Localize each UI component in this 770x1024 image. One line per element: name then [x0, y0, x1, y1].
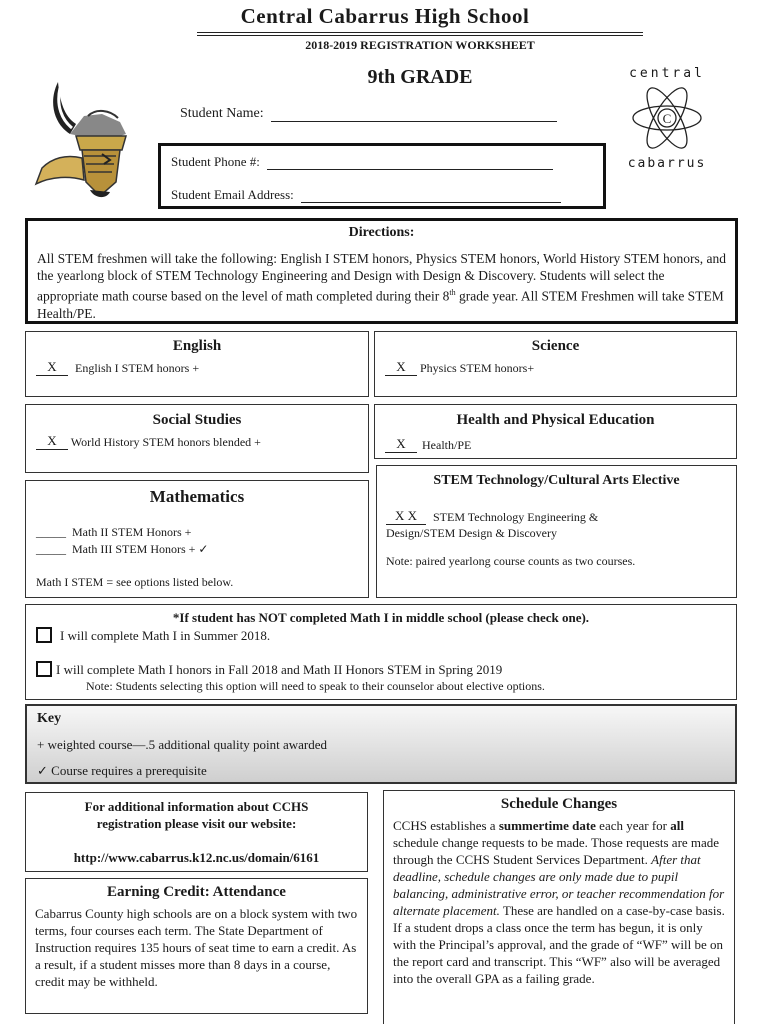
- math-option2: Math III STEM Honors + ✓: [72, 542, 209, 556]
- credit-text: Cabarrus County high schools are on a block system with two terms, four courses each term. The State Department of Instruction requires 135 hours of seat time to earn a credit. As a result, if a student misses more than 8 days in a course, credit may be withheld.: [35, 906, 358, 989]
- school-name: Central Cabarrus High School: [240, 4, 530, 28]
- key-item-prerequisite: ✓ Course requires a prerequisite: [37, 763, 207, 778]
- health-course: Health/PE: [422, 438, 472, 452]
- phone-label: Student Phone #:: [171, 154, 260, 169]
- phone-field[interactable]: [267, 156, 553, 170]
- math-option1-row: [36, 525, 191, 540]
- mathematics-title: Mathematics: [149, 487, 245, 506]
- fall-math-checkbox[interactable]: [36, 661, 52, 677]
- science-box: [374, 331, 737, 397]
- science-check[interactable]: X: [385, 359, 417, 376]
- student-name-row: [180, 106, 557, 122]
- social-course-row: [36, 433, 261, 450]
- health-course-row: [385, 436, 471, 453]
- math1-options-title: *If student has NOT completed Math I in middle school (please check one).: [172, 610, 590, 625]
- viking-mascot-logo: [30, 72, 150, 202]
- info-line1: For additional information about CCHS: [84, 799, 309, 814]
- social-check[interactable]: X: [36, 433, 68, 450]
- directions-title: Directions:: [348, 225, 415, 240]
- key-title: Key: [37, 711, 62, 726]
- math1-option1: I will complete Math I in Summer 2018.: [60, 628, 271, 643]
- key-box: [25, 704, 737, 784]
- contact-box: [158, 143, 606, 209]
- science-course-row: [385, 359, 534, 376]
- info-line2: registration please visit our website:: [96, 816, 297, 831]
- summer-math-checkbox[interactable]: [36, 627, 52, 643]
- schedule-text: CCHS establishes a summertime date each year for all schedule change requests to be made. Those requests are made through the CCHS Student Services Department. After that deadline, schedule changes are only made due to pupil balancing, administrative error, or teacher recommendation for alternate placement. These are handled on a case-by-case basis. If a student drops a class once the term has begun, it is only with the Principal’s approval, and the grade of “WF” will be on the report card and transcript. This “WF” also will be averaged into the overall GPA as a failing grade.: [393, 818, 725, 986]
- english-course: English I STEM honors +: [75, 361, 200, 375]
- directions-box: [25, 218, 738, 324]
- science-course: Physics STEM honors+: [420, 361, 535, 375]
- english-title: English: [172, 338, 222, 354]
- email-row: [171, 187, 561, 203]
- math-option1: Math II STEM Honors +: [72, 525, 192, 539]
- elective-course-line1: STEM Technology Engineering &: [433, 510, 599, 524]
- mathematics-box: [25, 480, 369, 598]
- elective-course-row: [386, 508, 598, 541]
- english-box: [25, 331, 369, 397]
- english-course-row: [36, 359, 199, 376]
- health-check[interactable]: X: [385, 436, 417, 453]
- logo-bottom-text: cabarrus: [627, 156, 707, 171]
- health-box: [374, 404, 737, 459]
- credit-title: Earning Credit: Attendance: [107, 884, 286, 900]
- science-title: Science: [531, 338, 580, 354]
- elective-note: Note: paired yearlong course counts as two courses.: [386, 554, 636, 568]
- student-name-field[interactable]: [271, 107, 557, 122]
- health-title: Health and Physical Education: [456, 412, 655, 428]
- english-check[interactable]: X: [36, 359, 68, 376]
- credit-box: [25, 878, 368, 1014]
- logo-center-letter: C: [662, 111, 672, 126]
- info-box: [25, 792, 368, 872]
- social-studies-title: Social Studies: [152, 412, 242, 428]
- elective-title: STEM Technology/Cultural Arts Elective: [433, 473, 680, 488]
- math-option2-row: [36, 542, 208, 557]
- header-rule: [197, 32, 643, 36]
- central-cabarrus-logo: [612, 66, 722, 176]
- logo-top-text: central: [629, 66, 705, 81]
- directions-text: All STEM freshmen will take the following: English I STEM honors, Physics STEM honors, World History STEM honors, and the yearlong block of STEM Technology Engineering and Design with Design & Discovery. Students will select the appropriate math course based on the level of math completed during their 8th grade year. All STEM Freshmen will take STEM Health/PE.: [37, 251, 727, 321]
- elective-check[interactable]: X X: [386, 508, 426, 525]
- math-option2-check[interactable]: _____: [36, 542, 66, 556]
- math1-options-box: [25, 604, 737, 700]
- elective-course-line2: Design/STEM Design & Discovery: [386, 526, 557, 540]
- worksheet-title: 2018-2019 REGISTRATION WORKSHEET: [305, 38, 535, 52]
- schedule-box: [383, 790, 735, 1024]
- social-course: World History STEM honors blended +: [70, 435, 261, 449]
- math-option1-check[interactable]: _____: [36, 525, 66, 539]
- info-url-link[interactable]: http://www.cabarrus.k12.nc.us/domain/6161: [73, 850, 320, 865]
- math1-option2: I will complete Math I honors in Fall 2018 and Math II Honors STEM in Spring 2019: [56, 662, 503, 677]
- elective-box: [376, 465, 737, 598]
- social-studies-box: [25, 404, 369, 473]
- email-label: Student Email Address:: [171, 187, 294, 202]
- grade-title: 9th GRADE: [367, 66, 473, 88]
- schedule-title: Schedule Changes: [500, 796, 618, 812]
- student-name-label: Student Name:: [180, 106, 264, 121]
- key-item-weighted: + weighted course—.5 additional quality point awarded: [37, 737, 328, 752]
- phone-row: [171, 154, 553, 170]
- math-note: Math I STEM = see options listed below.: [36, 575, 234, 589]
- atom-icon: [629, 82, 705, 154]
- math1-note: Note: Students selecting this option will need to speak to their counselor about elective options.: [86, 679, 545, 693]
- email-field[interactable]: [301, 189, 561, 203]
